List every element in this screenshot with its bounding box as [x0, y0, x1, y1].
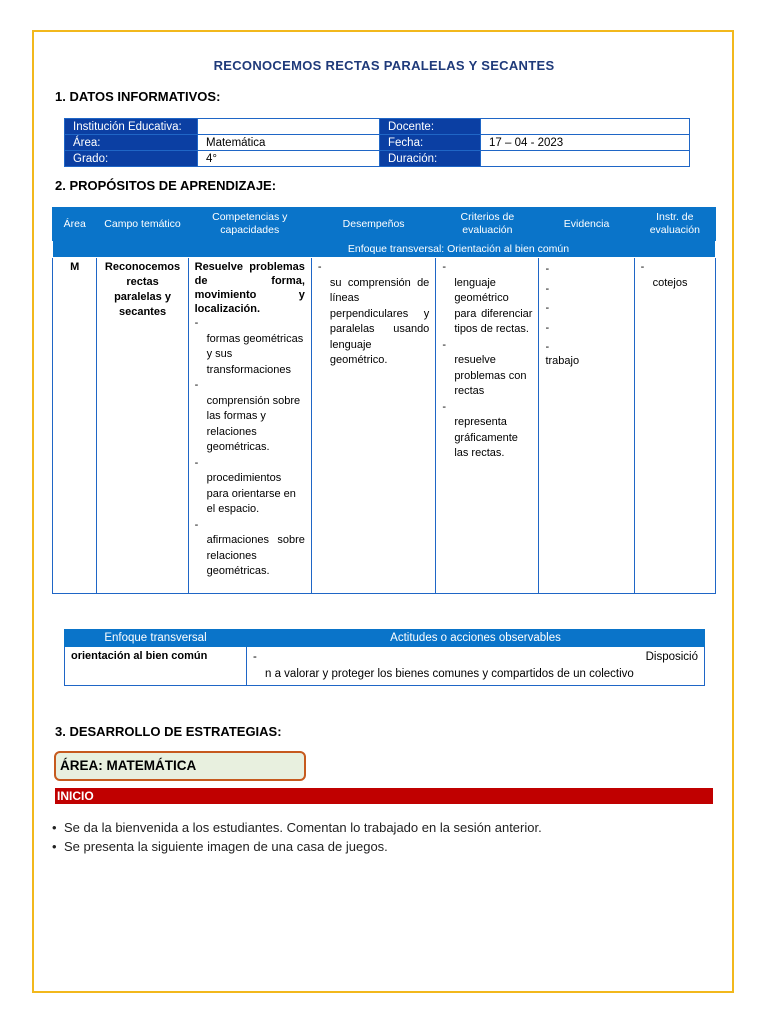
dash: -: [442, 400, 446, 413]
enfoque-right-cell: [247, 647, 705, 686]
enfoque-right-line1: [253, 649, 698, 666]
enfoque-row: Enfoque transversal: Orientación al bien común: [53, 241, 716, 258]
dash: -: [442, 261, 446, 273]
instrumento-cell: [634, 258, 715, 594]
bullet-icon: •: [52, 820, 57, 835]
evidencia-cell: [539, 258, 634, 594]
enfoque-table: [64, 629, 705, 686]
section-1-heading: 1. DATOS INFORMATIVOS:: [55, 89, 221, 104]
instrumento-text: cotejos: [652, 276, 688, 289]
enfoque-header-right: Actitudes o acciones observables: [247, 630, 705, 647]
dash: -: [317, 261, 322, 273]
criterio-2: resuelve problemas con rectas: [454, 354, 527, 397]
dash: -: [545, 282, 550, 295]
campo-cell: Reconocemos rectas paralelas y secantes: [97, 258, 188, 594]
header-evidencia: Evidencia: [539, 208, 634, 241]
criterio-1: lenguaje geométrico para diferenciar tipos de rectas.: [454, 276, 533, 335]
inicio-bar: INICIO: [55, 788, 713, 804]
capacidad-3: procedimientos para orientarse en el espacio.: [206, 472, 296, 515]
dash: -: [194, 456, 199, 469]
capacidad-2: comprensión sobre las formas y relaciones geométricas.: [206, 394, 301, 453]
grado-label: Grado:: [65, 151, 198, 167]
fecha-value: 17 – 04 - 2023: [481, 135, 690, 151]
institucion-value: [198, 119, 380, 135]
list-item: [52, 837, 542, 856]
bullet-text-1: Se da la bienvenida a los estudiantes. Comentan lo trabajado en la sesión anterior.: [64, 820, 542, 835]
section-3-heading: 3. DESARROLLO DE ESTRATEGIAS:: [55, 724, 282, 739]
desempenos-cell: [311, 258, 435, 594]
dash: -: [545, 321, 550, 334]
evidencia-trabajo: trabajo: [545, 354, 580, 367]
header-area: Área: [53, 208, 97, 241]
docente-label: Docente:: [380, 119, 481, 135]
desempeno-text: su comprensión de líneas perpendiculares y paralelas usando lenguaje geométrico.: [329, 276, 430, 366]
competencia-title: Resuelve problemas de forma, movimiento y localización.: [194, 261, 305, 315]
header-campo: Campo temático: [97, 208, 188, 241]
enfoque-left-cell: orientación al bien común: [65, 647, 247, 686]
header-criterios: Criterios de evaluación: [436, 208, 539, 241]
criterios-cell: [436, 258, 539, 594]
area-value: Matemática: [198, 135, 380, 151]
grado-value: 4°: [198, 151, 380, 167]
dash: -: [545, 263, 550, 275]
competencias-cell: [188, 258, 311, 594]
bullet-icon: •: [52, 839, 57, 854]
dash: -: [640, 261, 645, 273]
bullet-text-2: Se presenta la siguiente imagen de una casa de juegos.: [64, 839, 388, 854]
area-matematica-box: ÁREA: MATEMÁTICA: [54, 751, 306, 781]
enfoque-right-line2: n a valorar y proteger los bienes comunes y compartidos de un colectivo: [265, 668, 634, 680]
dash: -: [194, 317, 199, 329]
dash: -: [194, 518, 199, 531]
enfoque-header-left: Enfoque transversal: [65, 630, 247, 647]
section-2-heading: 2. PROPÓSITOS DE APRENDIZAJE:: [55, 178, 277, 193]
list-item: [52, 818, 542, 837]
capacidad-1: formas geométricas y sus transformaciones: [206, 332, 304, 376]
area-label: Área:: [65, 135, 198, 151]
page-title: RECONOCEMOS RECTAS PARALELAS Y SECANTES: [213, 58, 555, 73]
duracion-label: Duración:: [380, 151, 481, 167]
bullet-list: [52, 818, 542, 856]
capacidad-4: afirmaciones sobre relaciones geométricas.: [206, 534, 305, 577]
enfoque-right-word: Disposició: [645, 651, 698, 663]
header-instrumento: Instr. de evaluación: [634, 208, 715, 241]
area-cell: M: [53, 258, 97, 594]
propositos-table: [52, 207, 716, 594]
dash: -: [442, 338, 446, 351]
criterio-3: representa gráficamente las rectas.: [454, 416, 518, 459]
duracion-value: [481, 151, 690, 167]
dash: -: [253, 651, 257, 663]
datos-table: [64, 118, 690, 167]
institucion-label: Institución Educativa:: [65, 119, 198, 135]
docente-value: [481, 119, 690, 135]
dash: -: [194, 379, 199, 391]
dash: -: [545, 302, 550, 314]
header-desempenos: Desempeños: [311, 208, 435, 241]
dash: -: [545, 341, 550, 353]
header-competencias: Competencias y capacidades: [188, 208, 311, 241]
fecha-label: Fecha:: [380, 135, 481, 151]
